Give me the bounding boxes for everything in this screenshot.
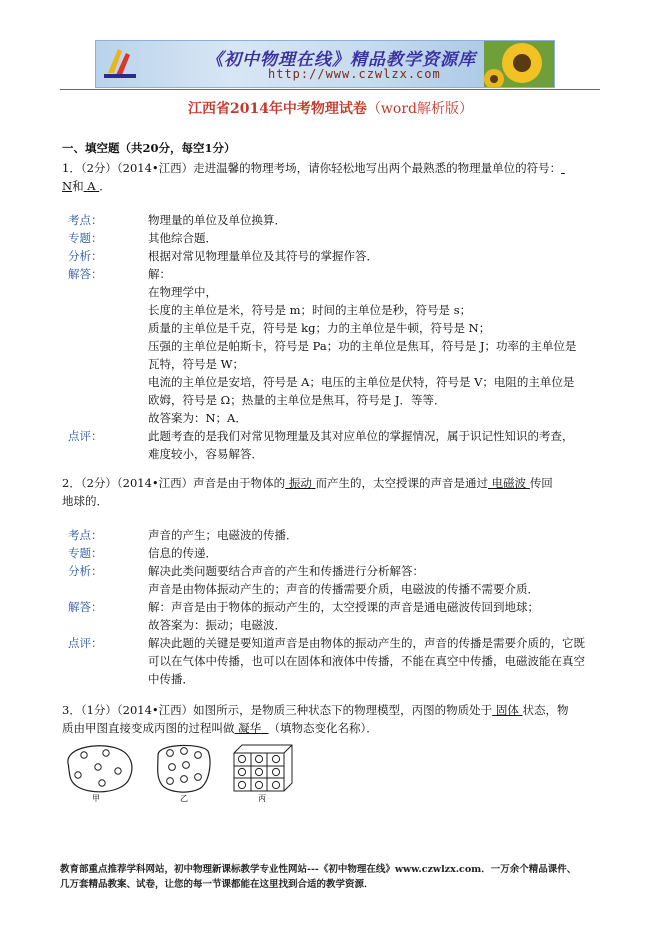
liquid-model [158, 745, 210, 792]
footer-line: 几万套精品教案、试卷，让您的每一节课都能在这里找到合适的教学资源． [60, 879, 374, 890]
states-of-matter-figure [62, 741, 302, 803]
q3-stem: 3．（1分）（2014•江西）如图所示，是物质三种状态下的物理模型，丙图的物质处于 固体 状态，物 [62, 703, 569, 717]
q1-jieda-line: 长度的主单位是米，符号是 m；时间的主单位是秒，符号是 s； [148, 303, 472, 317]
sunflower-icon [484, 41, 554, 87]
q2-zhuanti-label: 专题： [68, 546, 103, 560]
q1-stem-line2: N和 A ． [62, 179, 111, 193]
q2-kaodian-label: 考点： [68, 528, 103, 542]
fig-label-jia: 甲 [92, 794, 100, 803]
q1-fenxi: 根据对常见物理量单位及其符号的掌握作答． [148, 249, 378, 263]
q1-jieda-line: 欧姆，符号是 Ω；热量的主单位是焦耳，符号是 J．等等． [148, 393, 446, 407]
q2-fenxi-label: 分析： [68, 564, 103, 578]
q1-jieda-label: 解答： [68, 267, 103, 281]
site-logo-icon [100, 43, 140, 83]
q1-zhuanti-label: 专题： [68, 231, 103, 245]
q2-jieda-label: 解答： [68, 600, 103, 614]
q3-stem-line2: 质由甲图直接变成丙图的过程叫做 凝华 （填物态变化名称）． [62, 721, 378, 735]
q2-fenxi-line: 解决此类问题要结合声音的产生和传播进行分析解答： [148, 564, 424, 578]
header-rule [60, 89, 600, 90]
q1-fenxi-label: 分析： [68, 249, 103, 263]
solid-model [234, 745, 292, 791]
q2-dianping-line: 可以在气体中传播，也可以在固体和液体中传播，不能在真空中传播，电磁波能在真空 [148, 654, 585, 668]
footer-line: 教育部重点推荐学科网站，初中物理新课标教学专业性网站---《初中物理在线》www.czwlzx.com．一万余个精品课件、 [60, 864, 577, 875]
q1-kaodian: 物理量的单位及单位换算． [148, 213, 286, 227]
gas-model [68, 746, 132, 792]
q2-zhuanti: 信息的传递． [148, 546, 217, 560]
page-title: 江西省2014年中考物理试卷（word解析版） [187, 101, 474, 117]
fig-label-bing: 丙 [258, 794, 266, 803]
banner-url[interactable]: http://www.czwlzx.com [268, 67, 441, 81]
q2-stem-line2: 地球的． [62, 494, 108, 508]
banner-title: 《初中物理在线》精品教学资源库 [206, 50, 476, 70]
q2-dianping-line: 解决此题的关键是要知道声音是由物体的振动产生的，声音的传播是需要介质的，它既 [148, 636, 585, 650]
page-subtitle: （word解析版） [366, 101, 474, 117]
q2-answer-2: 电磁波 [491, 476, 527, 490]
q3-answer-2: 凝华 [238, 721, 262, 735]
q2-kaodian: 声音的产生；电磁波的传播． [148, 528, 298, 542]
q2-fenxi-line: 声音是由物体振动产生的；声音的传播需要介质，电磁波的传播不需要介质． [148, 582, 539, 596]
q2-answer-1: 振动 [288, 476, 312, 490]
q1-jieda-line: 解： [148, 267, 171, 281]
q2-jieda-line: 解：声音是由于物体的振动产生的，太空授课的声音是通电磁波传回到地球； [148, 600, 539, 614]
q1-jieda-line: 质量的主单位是千克，符号是 kg；力的主单位是牛顿，符号是 N； [148, 321, 491, 335]
q3-answer-1: 固体 [495, 703, 519, 717]
q2-dianping-line: 中传播． [148, 672, 194, 686]
q1-dianping-line: 难度较小，容易解答． [148, 447, 263, 461]
q1-kaodian-label: 考点： [68, 213, 103, 227]
section-heading: 一、填空题（共20分，每空1分） [62, 141, 236, 155]
q1-jieda-line: 故答案为：N；A． [148, 411, 247, 425]
q1-stem: 1．（2分）（2014•江西）走进温馨的物理考场，请你轻松地写出两个最熟悉的物理量单位的符号： [62, 161, 562, 175]
header-banner [95, 40, 555, 88]
q1-jieda-line: 电流的主单位是安培，符号是 A；电压的主单位是伏特，符号是 V；电阻的主单位是 [148, 375, 575, 389]
q1-answer-2: A [87, 179, 96, 193]
q1-jieda-line: 压强的主单位是帕斯卡，符号是 Pa；功的主单位是焦耳，符号是 J；功率的主单位是 [148, 339, 577, 353]
footer [60, 862, 620, 892]
fig-label-yi: 乙 [180, 794, 188, 803]
q2-jieda-line: 故答案为：振动；电磁波． [148, 618, 286, 632]
q1-dianping-line: 此题考查的是我们对常见物理量及其对应单位的掌握情况，属于识记性知识的考查， [148, 429, 574, 443]
q1-answer-1: N [62, 179, 73, 193]
q2-stem: 2．（2分）（2014•江西）声音是由于物体的 振动 而产生的，太空授课的声音是通过 电磁波 传回 [62, 476, 553, 490]
q1-jieda-line: 在物理学中， [148, 285, 217, 299]
q1-zhuanti: 其他综合题． [148, 231, 217, 245]
q1-dianping-label: 点评： [68, 429, 103, 443]
q2-dianping-label: 点评： [68, 636, 103, 650]
q1-jieda-line: 瓦特，符号是 W； [148, 357, 244, 371]
